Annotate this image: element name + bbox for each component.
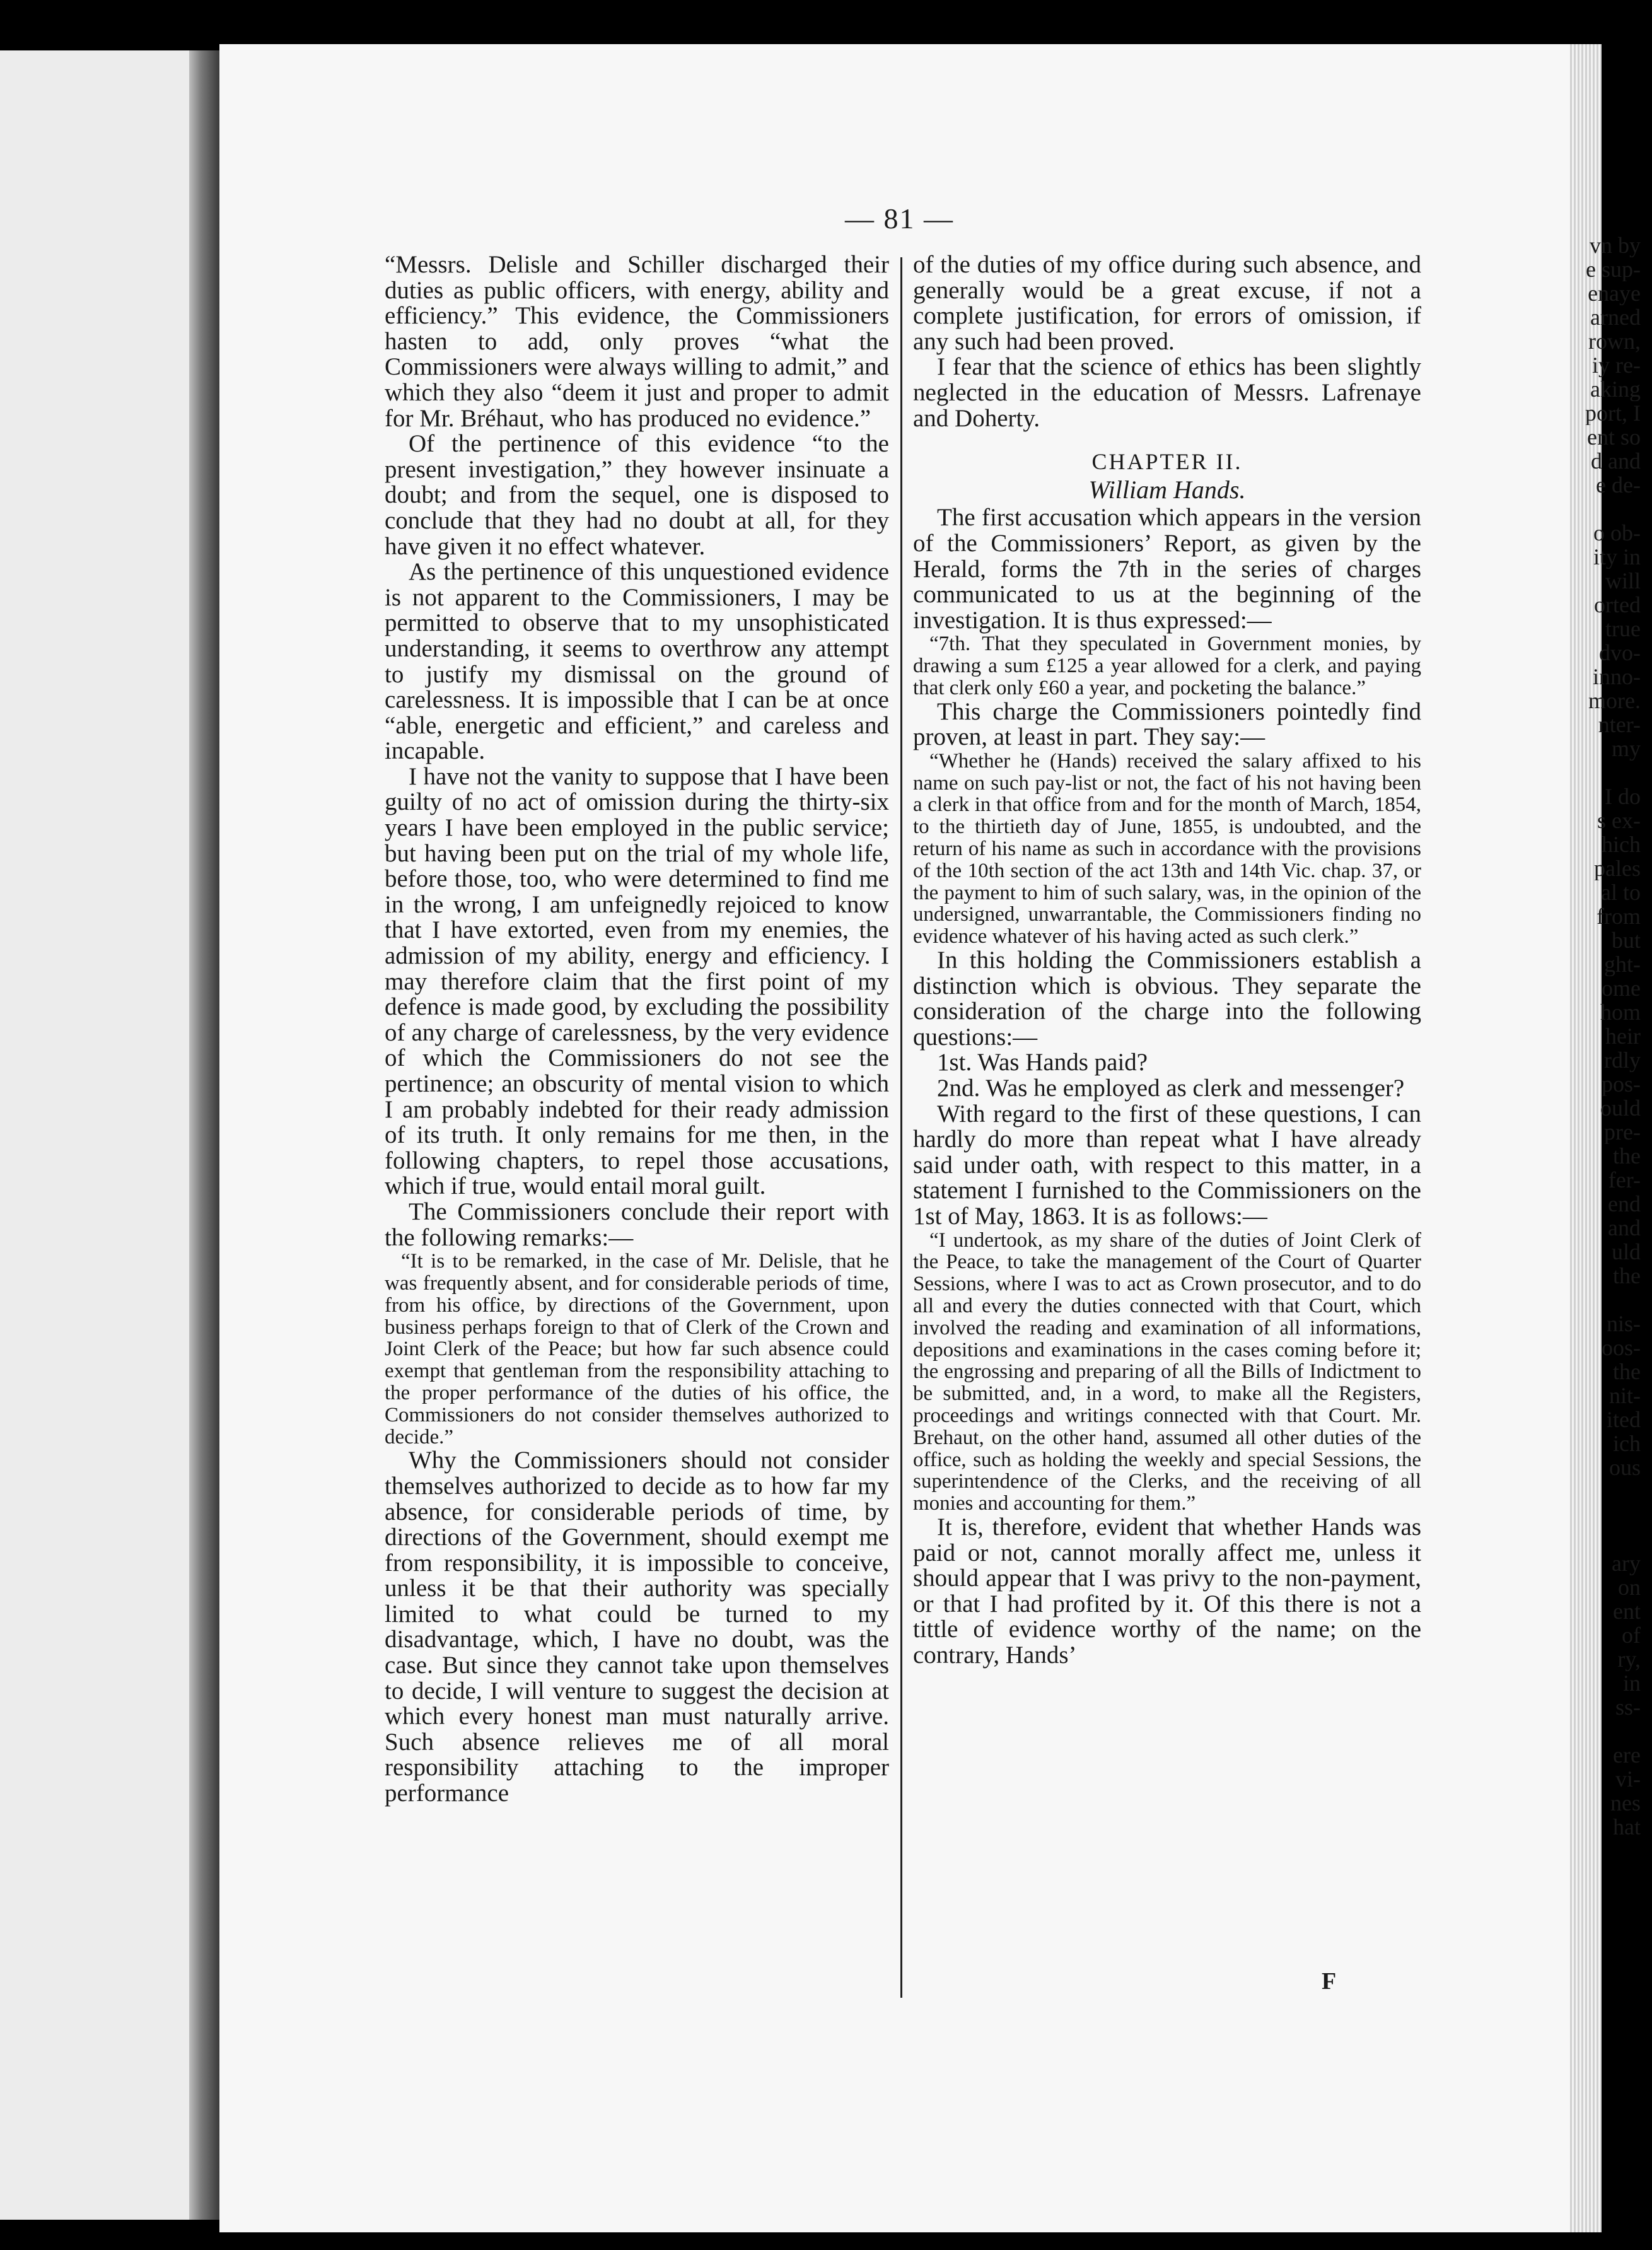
text-fragment: vn by	[1590, 233, 1641, 257]
text-fragment: of	[1622, 1623, 1641, 1647]
text-fragment: ity in	[1593, 545, 1641, 569]
text-fragment	[1477, 1719, 1641, 1743]
text-fragment: enaye	[1588, 281, 1641, 305]
paragraph: Why the Commissioners should not consider themselves authorized to decide as to how far my absence, for considerable periods of time, by directions of the Government, should exempt me from responsibility, it is impossible to conceive, unless it be that their authority was specially limited to what could be turned to my disadvantage, which, I have no doubt, was the case. But since they cannot take upon themselves to decide, I will venture to suggest the decision at which every honest man must naturally arrive. Such absence relieves me of all moral responsibility attaching to the improper performance	[385, 1447, 889, 1807]
text-fragment: hich	[1602, 832, 1641, 856]
text-fragment: uld	[1611, 1240, 1641, 1264]
text-fragment: rdly	[1604, 1048, 1641, 1072]
paragraph: of the duties of my office during such absence, and generally would be a great excuse, if not a complete justification, for errors of omission, if any such had been proved.	[913, 251, 1421, 355]
text-fragment: ould	[1600, 1096, 1641, 1120]
text-fragment: ss-	[1615, 1695, 1641, 1719]
paragraph: The Commissioners conclude their report with the following remarks:—	[385, 1198, 889, 1251]
text-fragment: ited	[1607, 1408, 1641, 1431]
paragraph: It is, therefore, evident that whether Hands was paid or not, cannot morally affect me, unless it should appear that I was privy to the non-payment, or that I had profited by it. Of this there is not a tittle of evidence worthy of the name; on the contrary, Hands’	[913, 1513, 1421, 1669]
text-fragment: will	[1605, 569, 1641, 593]
text-fragment: my	[1611, 737, 1641, 761]
text-fragment: iy re-	[1592, 353, 1641, 377]
quotation: “I undertook, as my share of the duties of Joint Clerk of the Peace, to take the management of the Court of Quarter Sessions, where I was to act as Crown prosecutor, and to do all and every the duties connected with that Court, which involved the reading and examination of all informations, depositions and examinations in the cases coming before it; the engrossing and preparing of all the Bills of Indictment to be submitted, and, in a word, to make all the Registers, proceedings and writings connected with that Court. Mr. Brehaut, on the other hand, assumed all other duties of the office, such as holding the weekly and special Sessions, the superintendence of the Clerks, and the receiving of all monies and accounting for them.”	[913, 1228, 1421, 1515]
text-fragment: true	[1605, 617, 1641, 641]
text-fragment: e sup-	[1586, 257, 1641, 281]
text-fragment: pos-	[1602, 1072, 1641, 1096]
text-fragment: ent so	[1587, 425, 1641, 449]
paragraph: “Messrs. Delisle and Schiller discharged their duties as public officers, with energy, ability and efficiency.” This evidence, the Commissioners hasten to add, only proves “what the Commissioners were always willing to admit,” and which they also “deem it just and proper to admit for Mr. Bréhaut, who has produced no evidence.”	[385, 251, 889, 432]
text-fragment: ry,	[1617, 1647, 1641, 1671]
text-fragment: but	[1611, 928, 1641, 952]
text-fragment: o ob-	[1593, 521, 1641, 545]
quotation: “Whether he (Hands) received the salary affixed to his name on such pay-list or not, the fact of his not having been a clerk in that office from and for the month of March, 1854, to the thirtieth day of June, 1855, is undoubted, and the return of his name as such in accordance with the provisions of the 10th section of the act 13th and 14th Vic. chap. 37, or the payment to him of such salary, was, in the opinion of the undersigned, unwarrantable, the Commissioners finding no evidence whatever of his having acted as such clerk.”	[913, 749, 1421, 948]
text-fragment: s ex-	[1597, 808, 1641, 832]
text-fragment: end	[1608, 1192, 1641, 1216]
text-fragment: ght-	[1604, 952, 1641, 976]
text-fragment: ich	[1613, 1431, 1641, 1455]
text-fragment: rown,	[1588, 329, 1641, 353]
text-fragment: ome	[1602, 976, 1641, 1000]
text-fragment: nit-	[1609, 1384, 1641, 1408]
quotation: “7th. That they speculated in Government monies, by drawing a sum £125 a year allowed for a clerk, and paying that clerk only £60 a year, and pocketing the balance.”	[913, 632, 1421, 699]
paragraph: As the pertinence of this unquestioned evidence is not apparent to the Commissioners, I may be permitted to observe that to my unsophisticated understanding, it seems to overthrow any attempt to justify my dismissal on the ground of carelessness. It is impossible that I can be at once “able, energetic and efficient,” and careless and incapable.	[385, 558, 889, 765]
text-fragment: hat	[1613, 1815, 1641, 1839]
paragraph: In this holding the Commissioners establish a distinction which is obvious. They separate the consideration of the charge into the following questions:—	[913, 947, 1421, 1051]
text-fragment: pre-	[1604, 1120, 1641, 1144]
text-fragment: and	[1608, 1216, 1641, 1240]
text-fragment: ere	[1613, 1743, 1641, 1767]
text-fragment: orted	[1594, 593, 1641, 617]
text-fragment: on	[1618, 1575, 1641, 1599]
text-fragment: I do	[1605, 784, 1641, 808]
text-fragment: in	[1622, 1671, 1641, 1695]
text-fragment	[1477, 1527, 1641, 1551]
paragraph: With regard to the first of these questions, I can hardly do more than repeat what I have already said under oath, with respect to this matter, in a statement I furnished to the Commissioners on the 1st of May, 1863. It is as follows:—	[913, 1100, 1421, 1230]
text-fragment: the	[1613, 1144, 1641, 1168]
paragraph: I have not the vanity to suppose that I have been guilty of no act of omission during the thirty-six years I have been employed in the public service; but having been put on the trial of my whole life, before those, too, who were determined to find me in the wrong, I am unfeignedly rejoiced to know that I have extorted, even from my enemies, the admission of my ability, energy and efficiency. I may therefore claim that the first point of my defence is made good, by excluding the possibility of any charge of carelessness, by the very evidence of which the Commissioners do not see the pertinence; an obscurity of mental vision to which I am probably indebted for their ready admission of its truth. It only remains for me then, in the following chapters, to repel those accusations, which if true, would entail moral guilt.	[385, 762, 889, 1200]
text-fragment: port, I	[1585, 401, 1641, 425]
paragraph: I fear that the science of ethics has been slightly neglected in the education of Messrs. Lafrenaye and Doherty.	[913, 353, 1421, 432]
text-fragment: ent	[1613, 1599, 1641, 1623]
text-fragment: al to	[1601, 880, 1641, 904]
paragraph: This charge the Commissioners pointedly find proven, at least in part. They say:—	[913, 697, 1421, 751]
text-fragment	[1477, 1503, 1641, 1527]
text-fragment: ous	[1608, 1455, 1641, 1479]
chapter-subtitle: William Hands.	[1088, 475, 1246, 504]
text-fragment: vi-	[1615, 1767, 1641, 1791]
column-divider	[900, 257, 902, 1998]
text-fragment: ary	[1612, 1551, 1641, 1575]
quotation: “It is to be remarked, in the case of Mr. Delisle, that he was frequently absent, and for considerable periods of time, from his office, by directions of the Government, upon business perhaps foreign to that of Clerk of the Crown and Joint Clerk of the Peace; but how far such absence could exempt that gentleman from the responsibility attaching to the proper performance of the duties of his office, the Commissioners do not consider themselves authorized to decide.”	[385, 1250, 889, 1449]
facing-page-text-fragments	[1477, 233, 1641, 1839]
text-fragment: pales	[1594, 856, 1641, 880]
text-fragment	[1477, 1288, 1641, 1312]
text-fragment: aking	[1590, 377, 1641, 401]
text-fragment	[1477, 497, 1641, 521]
text-fragment	[1477, 761, 1641, 784]
text-fragment: hom	[1600, 1000, 1641, 1024]
text-fragment	[1477, 1479, 1641, 1503]
text-fragment: the	[1613, 1264, 1641, 1288]
text-fragment: from	[1597, 904, 1641, 928]
paragraph: 1st. Was Hands paid?	[937, 1049, 1148, 1076]
paragraph: The first accusation which appears in the version of the Commissioners’ Report, as given by the Herald, forms the 7th in the series of charges communicated to us at the beginning of the investigation. It is thus expressed:—	[913, 504, 1421, 634]
text-fragment: e de-	[1596, 473, 1641, 497]
text-fragment: nes	[1610, 1791, 1641, 1815]
text-fragment: fer-	[1608, 1168, 1641, 1192]
text-fragment: more.	[1588, 689, 1641, 713]
paragraph: Of the pertinence of this evidence “to the present investigation,” they however insinuate a doubt; and from the sequel, one is disposed to conclude that they had no doubt at all, for they have given it no effect whatever.	[385, 430, 889, 560]
text-fragment: arned	[1590, 305, 1641, 329]
text-fragment: nis-	[1607, 1312, 1641, 1336]
chapter-heading: CHAPTER II.	[1091, 449, 1243, 475]
text-fragment: nter-	[1598, 713, 1641, 737]
book-gutter	[189, 50, 219, 2220]
page-number: — 81 —	[845, 202, 954, 235]
text-fragment: oos-	[1602, 1336, 1641, 1360]
facing-page	[0, 50, 189, 2220]
text-fragment: heir	[1605, 1024, 1641, 1048]
signature-mark: F	[1322, 1968, 1337, 1995]
text-fragment: the	[1613, 1360, 1641, 1384]
text-column-right	[913, 252, 1421, 1669]
text-fragment: inno-	[1593, 665, 1641, 689]
text-column-left	[385, 252, 889, 1807]
text-fragment: d and	[1591, 449, 1641, 473]
paragraph: 2nd. Was he employed as clerk and messenger?	[937, 1075, 1405, 1102]
text-fragment: dvo-	[1599, 641, 1641, 665]
